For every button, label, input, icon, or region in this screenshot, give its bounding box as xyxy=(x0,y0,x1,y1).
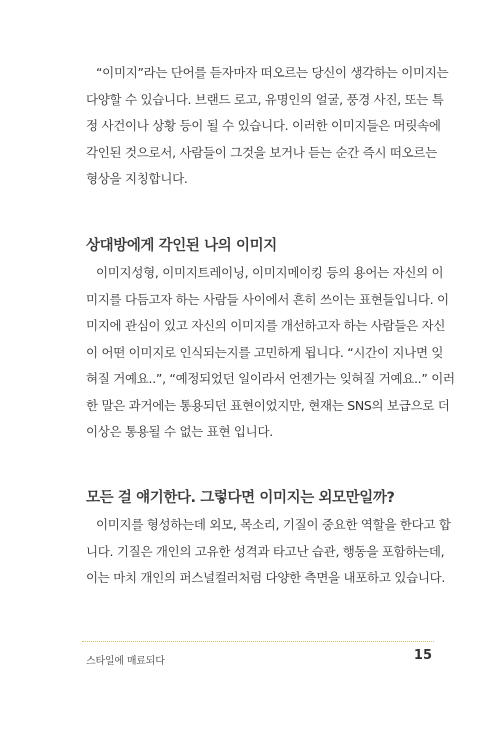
page-number: 15 xyxy=(413,648,432,663)
footer-book-title: 스타일에 매료되다 xyxy=(86,656,165,667)
paragraph-line: 니다. 기질은 개인의 고유한 성격과 타고난 습관, 행동을 포함하는데, xyxy=(86,543,445,559)
paragraph-line: 이는 마치 개인의 퍼스널컬러처럼 다양한 측면을 내포하고 있습니다. xyxy=(86,570,446,585)
paragraph-line: 이미지를 형성하는데 외모, 목소리, 기질이 중요한 역할을 한다고 합 xyxy=(96,517,451,532)
paragraph-line: 다양할 수 있습니다. 브랜드 로고, 유명인의 얼굴, 풍경 사진, 또는 특 xyxy=(86,91,444,107)
footer-divider xyxy=(82,641,434,642)
paragraph-line: 미지에 관심이 있고 자신의 이미지를 개선하고자 하는 사람들은 자신 xyxy=(86,318,446,333)
section-heading-is-image-appearance: 모든 걸 얘기한다. 그렇다면 이미지는 외모만일까? xyxy=(86,490,395,506)
paragraph-line: 정 사건이나 상황 등이 될 수 있습니다. 이러한 이미지들은 머릿속에 xyxy=(86,118,441,133)
paragraph-image-terms xyxy=(86,260,455,446)
paragraph-line: 미지를 다듬고자 하는 사람들 사이에서 흔히 쓰이는 표현들입니다. 이 xyxy=(86,291,449,307)
paragraph-line: 한 말은 과거에는 통용되던 표현이었지만, 현재는 SNS의 보급으로 더 xyxy=(86,397,450,413)
paragraph-line: 이상은 통용될 수 없는 표현 입니다. xyxy=(86,424,273,439)
paragraph-line: 혀질 거예요..”, “예정되었던 일이라서 언젠가는 잊혀질 거예요..” 이러 xyxy=(86,371,455,386)
paragraph-line: 이 어떤 이미지로 인식되는지를 고민하게 됩니다. “시간이 지나면 잊 xyxy=(86,344,444,360)
paragraph-line: “이미지”라는 단어를 듣자마자 떠오르는 당신이 생각하는 이미지는 xyxy=(96,65,449,80)
paragraph-line: 형상을 지칭합니다. xyxy=(86,171,188,186)
paragraph-image-formation xyxy=(86,512,451,592)
section-heading-imprinted-image: 상대방에게 각인된 나의 이미지 xyxy=(86,238,277,254)
paragraph-line: 각인된 것으로서, 사람들이 그것을 보거나 듣는 순간 즉시 떠오르는 xyxy=(86,144,437,160)
paragraph-line: 이미지성형, 이미지트레이닝, 이미지메이킹 등의 용어는 자신의 이 xyxy=(96,265,444,280)
paragraph-intro xyxy=(86,60,449,193)
